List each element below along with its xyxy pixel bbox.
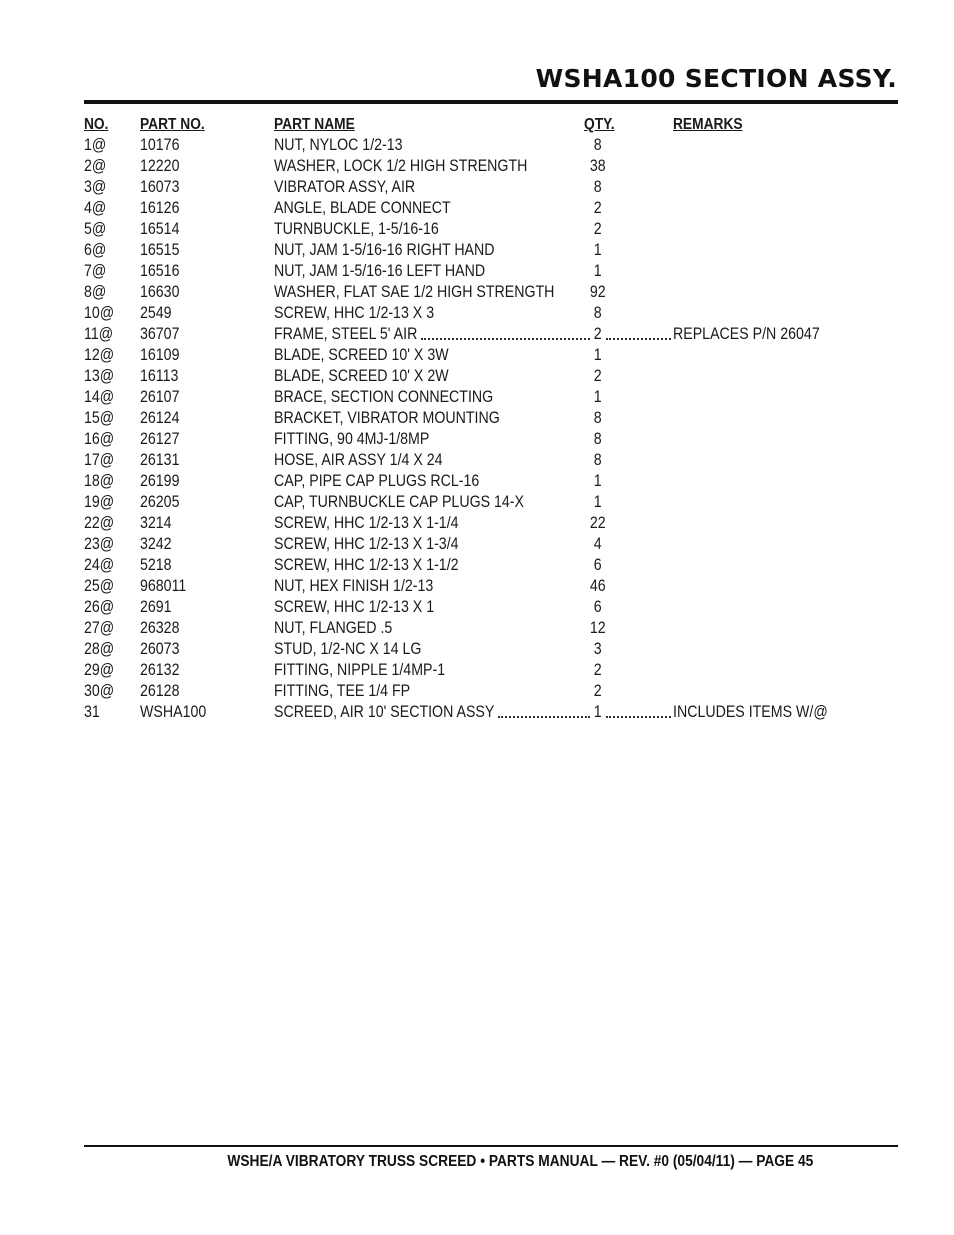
dot-leader <box>606 716 671 718</box>
table-row <box>84 576 884 597</box>
row-part-name: WASHER, LOCK 1/2 HIGH STRENGTH <box>274 157 528 175</box>
row-qty: 22 <box>589 514 606 532</box>
row-part-name: CAP, TURNBUCKLE CAP PLUGS 14-X <box>274 493 525 511</box>
header-qty: QTY. <box>584 116 615 133</box>
row-qty: 3 <box>593 640 602 658</box>
row-part-name: BRACKET, VIBRATOR MOUNTING <box>274 409 500 427</box>
row-part-name: STUD, 1/2-NC X 14 LG <box>274 640 422 658</box>
row-qty: 46 <box>589 577 606 595</box>
row-part-no: 26107 <box>140 388 180 406</box>
row-no: 10@ <box>84 304 115 322</box>
header-part-name: PART NAME <box>274 116 355 133</box>
table-row <box>84 135 884 156</box>
table-row <box>84 450 884 471</box>
row-part-name: TURNBUCKLE, 1-5/16-16 <box>274 220 439 238</box>
row-qty: 2 <box>593 682 602 700</box>
table-row <box>84 303 884 324</box>
row-no: 3@ <box>84 178 107 196</box>
row-part-no: 16515 <box>140 241 180 259</box>
row-part-no: 3214 <box>140 514 172 532</box>
table-row <box>84 240 884 261</box>
table-header <box>84 114 884 135</box>
table-row <box>84 198 884 219</box>
row-part-name: BLADE, SCREED 10' X 3W <box>274 346 449 364</box>
table-row <box>84 555 884 576</box>
table-row <box>84 261 884 282</box>
row-part-no: 16113 <box>140 367 179 385</box>
row-no: 25@ <box>84 577 115 595</box>
header-remarks: REMARKS <box>673 116 743 133</box>
row-qty: 6 <box>593 556 602 574</box>
row-qty: 2 <box>593 220 602 238</box>
table-row <box>84 639 884 660</box>
row-qty: 2 <box>593 199 602 217</box>
table-row <box>84 366 884 387</box>
row-no: 13@ <box>84 367 115 385</box>
header-no: NO. <box>84 116 109 133</box>
row-part-name: SCREW, HHC 1/2-13 X 1-1/4 <box>274 514 459 532</box>
table-row <box>84 471 884 492</box>
row-no: 14@ <box>84 388 115 406</box>
row-no: 29@ <box>84 661 115 679</box>
table-row <box>84 345 884 366</box>
row-part-name: CAP, PIPE CAP PLUGS RCL-16 <box>274 472 480 490</box>
row-no: 23@ <box>84 535 115 553</box>
row-no: 8@ <box>84 283 107 301</box>
row-qty: 8 <box>593 409 602 427</box>
row-part-name: BLADE, SCREED 10' X 2W <box>274 367 449 385</box>
row-qty: 38 <box>589 157 606 175</box>
table-row <box>84 156 884 177</box>
table-row <box>84 618 884 639</box>
row-qty: 1 <box>593 493 602 511</box>
row-part-no: 968011 <box>140 577 187 595</box>
row-part-no: 12220 <box>140 157 180 175</box>
row-part-name: FRAME, STEEL 5' AIR <box>274 325 418 343</box>
row-no: 22@ <box>84 514 115 532</box>
row-part-no: 26328 <box>140 619 180 637</box>
dot-leader <box>498 716 590 718</box>
row-no: 19@ <box>84 493 115 511</box>
row-qty: 2 <box>593 661 602 679</box>
dot-leader <box>421 338 590 340</box>
row-part-no: 26124 <box>140 409 180 427</box>
row-part-name: NUT, FLANGED .5 <box>274 619 393 637</box>
row-no: 17@ <box>84 451 115 469</box>
table-row <box>84 324 884 345</box>
row-no: 15@ <box>84 409 115 427</box>
row-no: 12@ <box>84 346 115 364</box>
table-row <box>84 387 884 408</box>
row-qty: 4 <box>593 535 602 553</box>
row-part-name: WASHER, FLAT SAE 1/2 HIGH STRENGTH <box>274 283 555 301</box>
row-no: 18@ <box>84 472 115 490</box>
row-part-name: NUT, NYLOC 1/2-13 <box>274 136 403 154</box>
row-part-no: 5218 <box>140 556 172 574</box>
table-row <box>84 177 884 198</box>
row-no: 6@ <box>84 241 107 259</box>
table-row <box>84 681 884 702</box>
dot-leader <box>606 338 671 340</box>
row-part-no: 16516 <box>140 262 180 280</box>
row-part-name: FITTING, TEE 1/4 FP <box>274 682 411 700</box>
row-qty: 1 <box>593 388 602 406</box>
table-row <box>84 408 884 429</box>
row-remarks: REPLACES P/N 26047 <box>673 325 820 343</box>
row-part-name: NUT, JAM 1-5/16-16 RIGHT HAND <box>274 241 495 259</box>
row-part-no: 10176 <box>140 136 180 154</box>
row-part-no: 26073 <box>140 640 180 658</box>
row-no: 5@ <box>84 220 107 238</box>
row-part-no: 26132 <box>140 661 180 679</box>
row-no: 30@ <box>84 682 115 700</box>
row-part-no: 2549 <box>140 304 172 322</box>
row-qty: 6 <box>593 598 602 616</box>
header-part-no: PART NO. <box>140 116 205 133</box>
row-part-no: 16514 <box>140 220 180 238</box>
row-part-name: SCREW, HHC 1/2-13 X 1-3/4 <box>274 535 459 553</box>
row-part-no: 36707 <box>140 325 180 343</box>
row-no: 24@ <box>84 556 115 574</box>
row-remarks: INCLUDES ITEMS W/@ <box>673 703 828 721</box>
page-footer: WSHE/A VIBRATORY TRUSS SCREED • PARTS MANUAL — REV. #0 (05/04/11) — PAGE 45 <box>227 1153 813 1170</box>
row-part-name: ANGLE, BLADE CONNECT <box>274 199 451 217</box>
row-part-no: 16126 <box>140 199 180 217</box>
row-no: 16@ <box>84 430 115 448</box>
row-part-name: SCREW, HHC 1/2-13 X 1 <box>274 598 435 616</box>
row-part-name: VIBRATOR ASSY, AIR <box>274 178 416 196</box>
page-title: WSHA100 SECTION ASSY. <box>535 64 897 93</box>
row-part-name: NUT, JAM 1-5/16-16 LEFT HAND <box>274 262 486 280</box>
row-part-no: 16630 <box>140 283 180 301</box>
row-qty: 8 <box>593 304 602 322</box>
row-part-no: 26205 <box>140 493 180 511</box>
row-part-no: 16109 <box>140 346 180 364</box>
table-row <box>84 429 884 450</box>
row-qty: 1 <box>593 262 602 280</box>
row-qty: 1 <box>593 472 602 490</box>
row-part-name: NUT, HEX FINISH 1/2-13 <box>274 577 434 595</box>
row-no: 4@ <box>84 199 107 217</box>
table-row <box>84 534 884 555</box>
row-no: 7@ <box>84 262 107 280</box>
table-row <box>84 513 884 534</box>
row-part-no: 26127 <box>140 430 180 448</box>
row-qty: 8 <box>593 136 602 154</box>
row-qty: 2 <box>593 325 602 343</box>
row-part-name: HOSE, AIR ASSY 1/4 X 24 <box>274 451 443 469</box>
row-no: 1@ <box>84 136 107 154</box>
row-part-no: 2691 <box>140 598 172 616</box>
row-qty: 8 <box>593 178 602 196</box>
title-rule <box>84 100 898 104</box>
row-no: 31 <box>84 703 100 721</box>
row-part-no: WSHA100 <box>140 703 207 721</box>
table-row <box>84 597 884 618</box>
row-part-name: FITTING, 90 4MJ-1/8MP <box>274 430 430 448</box>
table-row <box>84 702 884 723</box>
row-part-no: 26128 <box>140 682 180 700</box>
row-part-name: SCREED, AIR 10' SECTION ASSY <box>274 703 495 721</box>
row-part-no: 3242 <box>140 535 172 553</box>
row-qty: 1 <box>593 346 602 364</box>
row-part-name: BRACE, SECTION CONNECTING <box>274 388 494 406</box>
row-qty: 92 <box>589 283 606 301</box>
row-qty: 2 <box>593 367 602 385</box>
row-qty: 1 <box>593 703 602 721</box>
row-part-name: SCREW, HHC 1/2-13 X 3 <box>274 304 435 322</box>
row-no: 2@ <box>84 157 107 175</box>
row-qty: 12 <box>589 619 606 637</box>
table-row <box>84 660 884 681</box>
row-part-no: 26199 <box>140 472 180 490</box>
row-qty: 1 <box>593 241 602 259</box>
footer-rule <box>84 1145 898 1147</box>
table-row <box>84 492 884 513</box>
row-part-no: 26131 <box>140 451 180 469</box>
table-body <box>84 135 884 723</box>
row-part-no: 16073 <box>140 178 180 196</box>
row-part-name: SCREW, HHC 1/2-13 X 1-1/2 <box>274 556 459 574</box>
row-no: 11@ <box>84 325 114 343</box>
row-no: 27@ <box>84 619 115 637</box>
row-no: 26@ <box>84 598 115 616</box>
table-row <box>84 219 884 240</box>
parts-table <box>84 114 884 723</box>
row-qty: 8 <box>593 430 602 448</box>
row-no: 28@ <box>84 640 115 658</box>
row-part-name: FITTING, NIPPLE 1/4MP-1 <box>274 661 446 679</box>
row-qty: 8 <box>593 451 602 469</box>
table-row <box>84 282 884 303</box>
